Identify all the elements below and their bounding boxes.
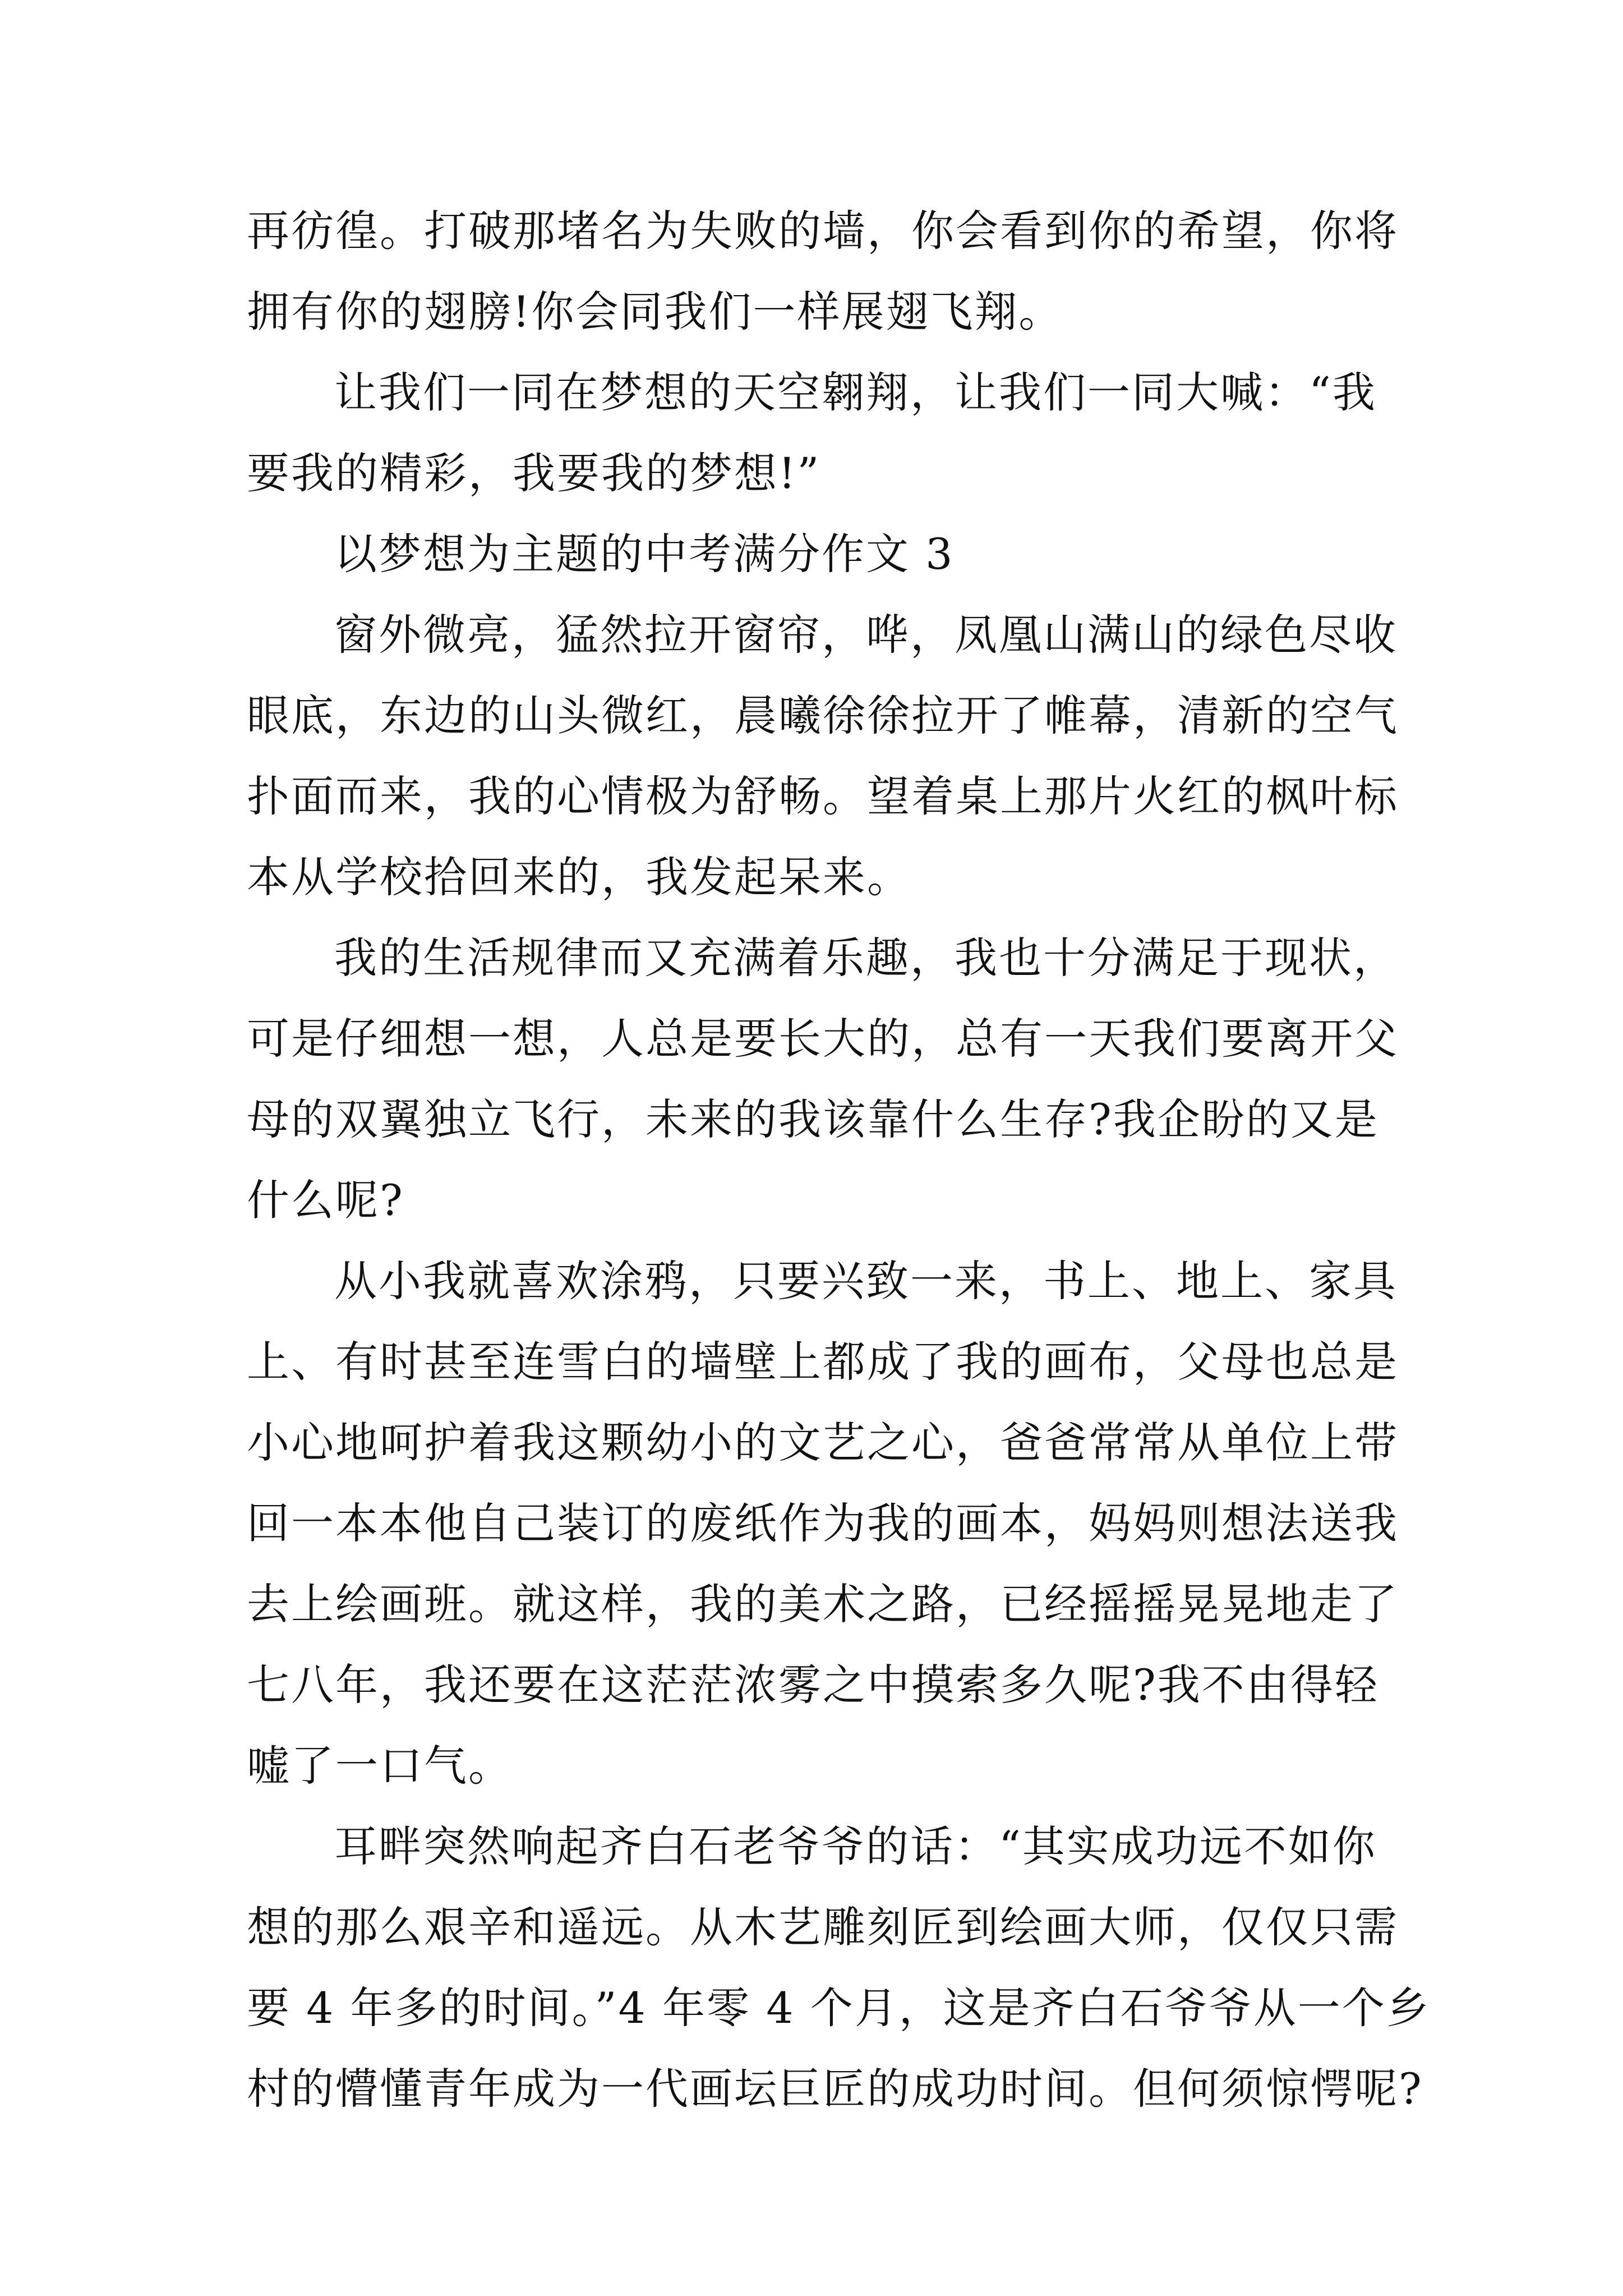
text-line: 拥有你的翅膀!你会同我们一样展翅飞翔。 (247, 287, 1063, 337)
text-line: 要 4 年多的时间。”4 年零 4 个月，这是齐白石爷爷从一个乡 (247, 1983, 1431, 2033)
essay-paragraph (247, 918, 1399, 1241)
text-line: 七八年，我还要在这茫茫浓雾之中摸索多久呢?我不由得轻 (247, 1660, 1379, 1710)
text-line: 可是仔细想一想，人总是要长大的，总有一天我们要离开父 (247, 1014, 1399, 1064)
text-line: 眼底，东边的山头微红，晨曦徐徐拉开了帷幕，清新的空气 (247, 691, 1399, 740)
essay-paragraph (247, 1241, 1399, 1806)
text-line: 我的生活规律而又充满着乐趣，我也十分满足于现状， (334, 933, 1398, 983)
text-line: 从小我就喜欢涂鸦，只要兴致一来，书上、地上、家具 (334, 1256, 1398, 1306)
essay-paragraph (247, 595, 1399, 918)
text-line: 再彷徨。打破那堵名为失败的墙，你会看到你的希望，你将 (247, 206, 1399, 256)
essay-paragraph (247, 191, 1399, 352)
text-line: 要我的精彩，我要我的梦想!” (247, 448, 821, 498)
text-line: 耳畔突然响起齐白石老爷爷的话：“其实成功远不如你 (334, 1821, 1377, 1871)
text-line: 母的双翼独立飞行，未来的我该靠什么生存?我企盼的又是 (247, 1094, 1379, 1144)
text-line: 上、有时甚至连雪白的墙壁上都成了我的画布，父母也总是 (247, 1337, 1399, 1387)
text-line: 窗外微亮，猛然拉开窗帘，哗，凤凰山满山的绿色尽收 (334, 610, 1398, 660)
text-line: 去上绘画班。就这样，我的美术之路，已经摇摇晃晃地走了 (247, 1579, 1399, 1629)
text-line: 想的那么艰辛和遥远。从木艺雕刻匠到绘画大师，仅仅只需 (247, 1902, 1399, 1952)
text-line: 回一本本他自己装订的废纸作为我的画本，妈妈则想法送我 (247, 1498, 1399, 1548)
text-line: 什么呢? (247, 1175, 404, 1225)
essay-paragraph (247, 1806, 1431, 2129)
text-line: 小心地呵护着我这颗幼小的文艺之心，爸爸常常从单位上带 (247, 1418, 1399, 1467)
essay-text-column (247, 191, 1431, 2129)
text-line: 村的懵懂青年成为一代画坛巨匠的成功时间。但何须惊愕呢? (247, 2064, 1423, 2114)
text-line: 以梦想为主题的中考满分作文 3 (334, 529, 955, 579)
text-line: 扑面而来，我的心情极为舒畅。望着桌上那片火红的枫叶标 (247, 771, 1399, 821)
section-heading-paragraph (247, 514, 1396, 595)
text-line: 嘘了一口气。 (247, 1741, 513, 1791)
essay-paragraph (247, 352, 1396, 514)
text-line: 本从学校拾回来的，我发起呆来。 (247, 852, 911, 902)
text-line: 让我们一同在梦想的天空翱翔，让我们一同大喊：“我 (334, 367, 1377, 417)
